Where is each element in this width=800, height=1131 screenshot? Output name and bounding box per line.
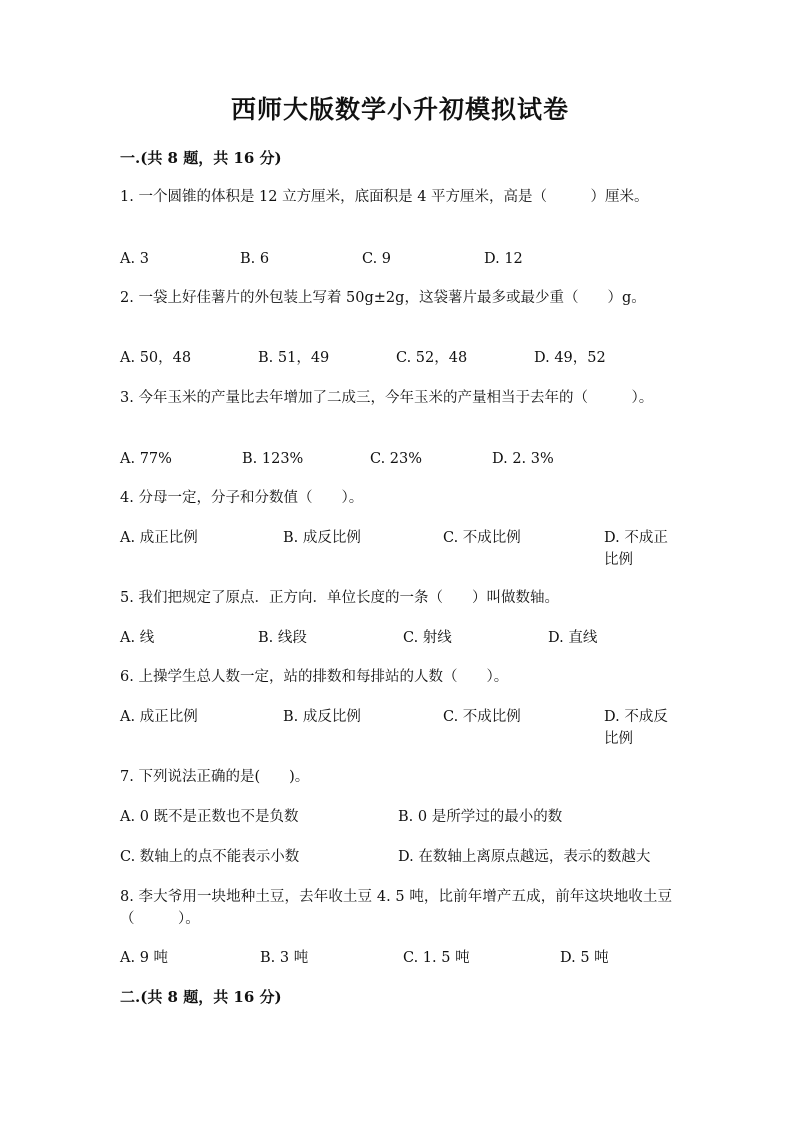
question-1-stem: 1. 一个圆锥的体积是 12 立方厘米，底面积是 4 平方厘米，高是（ ）厘米。 (120, 189, 649, 205)
question-5-stem: 5. 我们把规定了原点．正方向．单位长度的一条（ ）叫做数轴。 (120, 590, 559, 606)
question-3-option-d: D. 2. 3% (492, 451, 554, 467)
question-1-option-c: C. 9 (362, 251, 392, 267)
question-1-option-b: B. 6 (240, 251, 270, 267)
question-2-option-d: D. 49，52 (534, 350, 606, 366)
question-7-option-a: A. 0 既不是正数也不是负数 (120, 809, 299, 825)
question-8-option-d: D. 5 吨 (560, 950, 609, 966)
question-5-option-c: C. 射线 (403, 630, 452, 646)
question-8-option-c: C. 1. 5 吨 (403, 950, 470, 966)
question-3-option-a: A. 77% (120, 451, 172, 467)
question-7-stem: 7. 下列说法正确的是( )。 (120, 769, 310, 785)
question-5-option-a: A. 线 (120, 630, 155, 646)
question-4-option-c: C. 不成比例 (443, 530, 521, 546)
question-4-option-a: A. 成正比例 (120, 530, 198, 546)
question-4-option-d (604, 527, 674, 571)
question-8-stem: 8. 李大爷用一块地种土豆，去年收土豆 4. 5 吨，比前年增产五成，前年这块地收土豆（ ）。 (120, 889, 672, 927)
question-2-option-a: A. 50，48 (120, 350, 192, 366)
question-1-option-d: D. 12 (484, 251, 523, 267)
question-7-option-c: C. 数轴上的点不能表示小数 (120, 849, 300, 865)
question-5-option-d: D. 直线 (548, 630, 598, 646)
question-3-option-c: C. 23% (370, 451, 423, 467)
question-5-option-b: B. 线段 (258, 630, 307, 646)
question-4-option-b: B. 成反比例 (283, 530, 361, 546)
question-6-option-d-text: D. 不成反比例 (604, 709, 668, 747)
question-3-stem: 3. 今年玉米的产量比去年增加了二成三，今年玉米的产量相当于去年的（ ）。 (120, 390, 654, 406)
section-heading-2: 二.(共 8 题，共 16 分) (120, 988, 282, 1006)
question-2-option-b: B. 51，49 (258, 350, 330, 366)
exam-title: 西师大版数学小升初模拟试卷 (230, 95, 569, 124)
question-4-stem: 4. 分母一定，分子和分数值（ ）。 (120, 490, 364, 506)
question-2-stem: 2. 一袋上好佳薯片的外包装上写着 50g±2g，这袋薯片最多或最少重（ ）g。 (120, 290, 646, 306)
question-6-option-a: A. 成正比例 (120, 709, 198, 725)
question-3-option-b: B. 123% (242, 451, 304, 467)
section-heading-1: 一.(共 8 题，共 16 分) (120, 149, 282, 167)
question-7-option-b: B. 0 是所学过的最小的数 (398, 809, 563, 825)
question-6-option-c: C. 不成比例 (443, 709, 521, 725)
question-2-option-c: C. 52，48 (396, 350, 468, 366)
question-8-option-b: B. 3 吨 (260, 950, 309, 966)
question-6-option-d (604, 706, 674, 750)
question-8-option-a: A. 9 吨 (120, 950, 169, 966)
question-6-option-b: B. 成反比例 (283, 709, 361, 725)
question-7-option-d: D. 在数轴上离原点越远，表示的数越大 (398, 849, 651, 865)
question-6-stem: 6. 上操学生总人数一定，站的排数和每排站的人数（ ）。 (120, 669, 509, 685)
question-4-option-d-text: D. 不成正比例 (604, 530, 668, 568)
question-1-option-a: A. 3 (120, 251, 149, 267)
